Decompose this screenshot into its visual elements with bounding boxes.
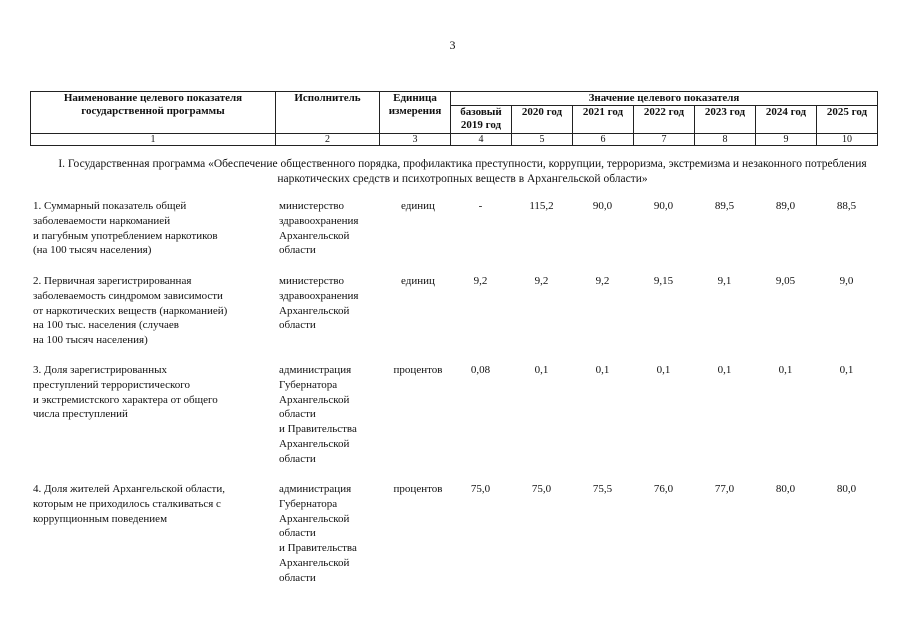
indicator-value: 9,05: [775, 275, 796, 287]
column-number: 10: [817, 134, 878, 146]
unit: единиц: [401, 200, 435, 212]
indicator-value: 9,15: [653, 275, 674, 287]
executor-line: Архангельской: [279, 437, 350, 450]
executor-line: здравоохранения: [279, 289, 359, 302]
executor-line: Архангельской: [279, 304, 350, 317]
header-year-2024: 2024 год: [756, 106, 817, 134]
indicator-value: 0,1: [534, 364, 549, 376]
indicator-value: 0,1: [717, 364, 732, 376]
executor-line: области: [279, 408, 316, 421]
executor-line: области: [279, 244, 316, 257]
indicator-value: 115,2: [529, 200, 554, 212]
indicator-value: 9,1: [717, 275, 732, 287]
indicator-name-line: 1. Суммарный показатель общей: [33, 200, 187, 212]
unit: процентов: [393, 364, 443, 376]
indicator-name-line: от наркотических веществ (наркоманией): [33, 304, 228, 317]
column-number: 6: [573, 134, 634, 146]
header-year-2020: 2020 год: [512, 106, 573, 134]
indicator-value: 75,0: [470, 483, 491, 495]
indicator-name-line: 3. Доля зарегистрированных: [33, 364, 167, 376]
executor: [279, 274, 358, 333]
indicator-value: 80,0: [836, 483, 857, 495]
executor-line: Архангельской: [279, 556, 350, 569]
indicator-name: [33, 363, 218, 422]
executor-line: администрация: [279, 364, 352, 376]
executor: [279, 199, 358, 258]
indicator-value: 77,0: [714, 483, 735, 495]
indicator-value: -: [478, 200, 483, 212]
indicator-value: 90,0: [653, 200, 674, 212]
header-year-base: базовый 2019 год: [451, 106, 512, 134]
indicator-name-line: коррупционным поведением: [33, 512, 168, 525]
column-number: 5: [512, 134, 573, 146]
indicator-value: 89,0: [775, 200, 796, 212]
indicator-value: 0,1: [778, 364, 793, 376]
indicator-name-line: (на 100 тысяч населения): [33, 244, 152, 257]
indicator-name-line: заболеваемость синдромом зависимости: [33, 289, 223, 302]
executor-line: администрация: [279, 483, 352, 495]
indicator-name-line: и пагубным употреблением наркотиков: [33, 229, 218, 242]
executor-line: области: [279, 319, 316, 332]
indicator-value: 9,0: [839, 275, 854, 287]
column-number: 7: [634, 134, 695, 146]
executor-line: Архангельской: [279, 229, 350, 242]
indicator-name-line: на 100 тысяч населения): [33, 334, 148, 347]
indicator-name: [33, 199, 218, 258]
indicator-value: 9,2: [473, 275, 488, 287]
executor-line: области: [279, 527, 316, 540]
column-number: 4: [451, 134, 512, 146]
executor-line: министерство: [279, 275, 345, 287]
indicator-name-line: числа преступлений: [33, 408, 128, 421]
indicator-name-line: преступлений террористического: [33, 378, 191, 391]
executor-line: Губернатора: [279, 497, 338, 510]
header-year-2021: 2021 год: [573, 106, 634, 134]
header-unit: Единица измерения: [380, 92, 451, 134]
executor-line: Губернатора: [279, 378, 338, 391]
column-number: 9: [756, 134, 817, 146]
indicator-value: 75,0: [531, 483, 552, 495]
indicator-value: 0,1: [839, 364, 854, 376]
indicator-value: 88,5: [836, 200, 857, 212]
indicator-value: 0,08: [470, 364, 491, 376]
indicator-value: 0,1: [595, 364, 610, 376]
indicator-table-header: [30, 91, 878, 146]
indicator-value: 89,5: [714, 200, 735, 212]
executor-line: области: [279, 452, 316, 465]
indicator-value: 90,0: [592, 200, 613, 212]
executor-line: области: [279, 571, 316, 584]
indicator-name-line: 2. Первичная зарегистрированная: [33, 275, 192, 287]
indicator-value: 9,2: [534, 275, 549, 287]
unit: процентов: [393, 483, 443, 495]
indicator-value: 0,1: [656, 364, 671, 376]
indicator-name-line: на 100 тыс. населения (случаев: [33, 319, 179, 332]
indicator-name-line: 4. Доля жителей Архангельской области,: [33, 483, 225, 495]
header-year-2023: 2023 год: [695, 106, 756, 134]
indicator-value: 80,0: [775, 483, 796, 495]
indicator-name: [33, 274, 227, 348]
indicator-value: 75,5: [592, 483, 613, 495]
column-number: 1: [31, 134, 276, 146]
executor: [279, 363, 357, 467]
header-year-2025: 2025 год: [817, 106, 878, 134]
executor: [279, 482, 357, 586]
unit: единиц: [401, 275, 435, 287]
indicator-value: 76,0: [653, 483, 674, 495]
indicator-value: 9,2: [595, 275, 610, 287]
header-target-value: Значение целевого показателя: [451, 92, 878, 106]
executor-line: и Правительства: [279, 423, 357, 436]
section-title: I. Государственная программа «Обеспечение общественного порядка, профилактика преступности, коррупции, терроризма, экстремизма и незаконного потребления наркотических средств и психотропных веществ в Архангельской области»: [58, 158, 867, 185]
indicator-name: [33, 482, 225, 526]
column-number: 2: [276, 134, 380, 146]
executor-line: Архангельской: [279, 393, 350, 406]
executor-line: министерство: [279, 200, 345, 212]
indicator-name-line: заболеваемости наркоманией: [33, 214, 171, 227]
header-executor: Исполнитель: [276, 92, 380, 134]
page-number: 3: [449, 38, 456, 52]
column-number: 8: [695, 134, 756, 146]
executor-line: Архангельской: [279, 512, 350, 525]
executor-line: и Правительства: [279, 542, 357, 555]
column-number: 3: [380, 134, 451, 146]
header-indicator-name: Наименование целевого показателя государственной программы: [31, 92, 276, 134]
header-year-2022: 2022 год: [634, 106, 695, 134]
indicator-name-line: которым не приходилось сталкиваться с: [33, 497, 221, 510]
indicator-name-line: и экстремистского характера от общего: [33, 393, 218, 406]
executor-line: здравоохранения: [279, 214, 359, 227]
